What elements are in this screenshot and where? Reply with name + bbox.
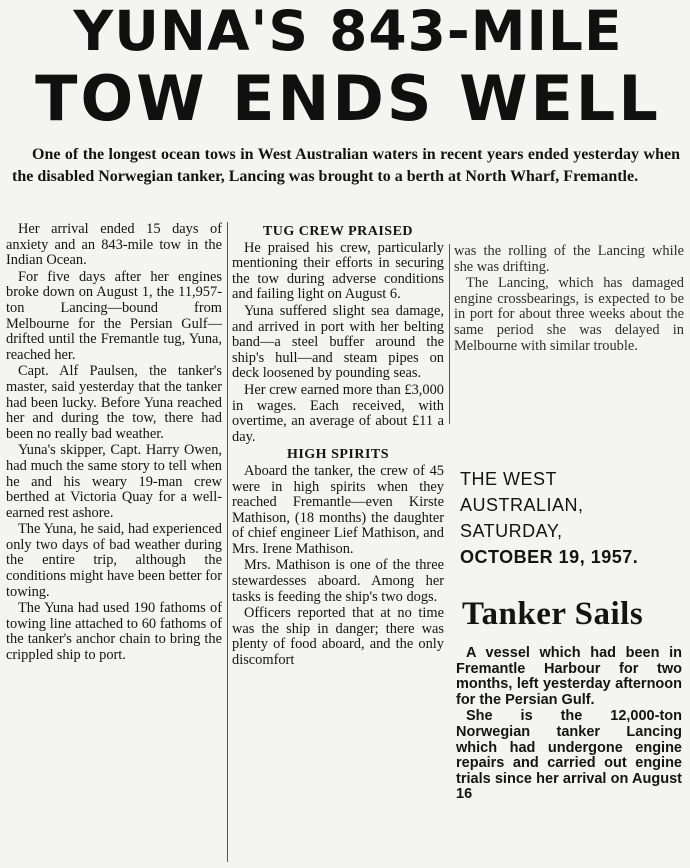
- headline-line-1: YUNA'S 843-MILE: [73, 0, 623, 63]
- paragraph: Officers reported that at no time was the ship in danger; there was plenty of food aboard, and the only discomfort: [232, 605, 444, 669]
- paragraph: Capt. Alf Paulsen, the tanker's master, said yesterday that the tanker had been lucky. Before Yuna reached her and during the tow, there had been no really bad weather.: [6, 363, 222, 442]
- paragraph: The Lancing, which has damaged engine crossbearings, is expected to be in port for about three weeks about the same period she was delayed in Melbourne with similar trouble.: [454, 275, 684, 354]
- lead-paragraph: One of the longest ocean tows in West Australian waters in recent years ended yesterday when the disabled Norwegian tanker, Lancing was brought to a berth at North Wharf, Fremantle.: [12, 146, 680, 185]
- paragraph: Mrs. Mathison is one of the three stewardesses aboard. Among her tasks is feeding the ship's two dogs.: [232, 557, 444, 605]
- tanker-sails-headline: Tanker Sails: [462, 596, 644, 632]
- tanker-sails-article: [456, 646, 682, 804]
- paragraph: Her arrival ended 15 days of anxiety and an 843-mile tow in the Indian Ocean.: [6, 221, 222, 269]
- article-column-1: [6, 222, 222, 665]
- dateline-line-2: AUSTRALIAN,: [460, 495, 584, 515]
- column-rule: [227, 222, 228, 862]
- paragraph: For five days after her engines broke down on August 1, the 11,957-ton Lancing—bound from Melbourne for the Persian Gulf—drifted until the Fremantle tug, Yuna, reached her.: [6, 268, 222, 363]
- dateline-line-3: SATURDAY,: [460, 521, 563, 541]
- paragraph: Yuna's skipper, Capt. Harry Owen, had much the same story to tell when he and his weary 19-man crew berthed at Victoria Quay for a well-earned rest ashore.: [6, 442, 222, 521]
- headline: [14, 0, 682, 140]
- headline-line-2: TOW ENDS WELL: [35, 62, 661, 135]
- paragraph: Her crew earned more than £3,000 in wages. Each received, with overtime, an average of about £11 a day.: [232, 381, 444, 445]
- paragraph: was the rolling of the Lancing while she was drifting.: [454, 243, 684, 275]
- paragraph: The Yuna, he said, had experienced only two days of bad weather during the entire trip, although the conditions might have been better for towing.: [6, 521, 222, 600]
- column-rule: [449, 244, 450, 424]
- article-column-2: [232, 222, 444, 670]
- paragraph: The Yuna had used 190 fathoms of towing line attached to 60 fathoms of the tanker's anchor chain to bring the crippled ship to port.: [6, 600, 222, 664]
- paragraph: She is the 12,000-ton Norwegian tanker Lancing which had undergone engine repairs and carried out engine trials since her arrival on August 16: [456, 708, 682, 803]
- paragraph: Yuna suffered slight sea damage, and arrived in port with her belting band—a steel buffer around the ship's hull—and steam pipes on deck loosened by pounding seas.: [232, 302, 444, 382]
- subheading-tug-crew: TUG CREW PRAISED: [262, 224, 414, 239]
- article-column-3: [454, 244, 684, 355]
- newspaper-dateline: [460, 466, 680, 570]
- paragraph: He praised his crew, particularly mentioning their efforts in securing the tow during adverse conditions and failing light on August 6.: [232, 239, 444, 303]
- dateline-line-4: OCTOBER 19, 1957.: [460, 547, 639, 567]
- paragraph: A vessel which had been in Fremantle Harbour for two months, left yesterday afternoon for the Persian Gulf.: [456, 645, 682, 708]
- paragraph: Aboard the tanker, the crew of 45 were in high spirits when they reached Fremantle—even Kirste Mathison, (18 months) the daughter of chief engineer Lief Mathison, and Mrs. Irene Mathison.: [232, 462, 444, 557]
- dateline-line-1: THE WEST: [460, 469, 557, 489]
- subheading-high-spirits: HIGH SPIRITS: [286, 447, 390, 463]
